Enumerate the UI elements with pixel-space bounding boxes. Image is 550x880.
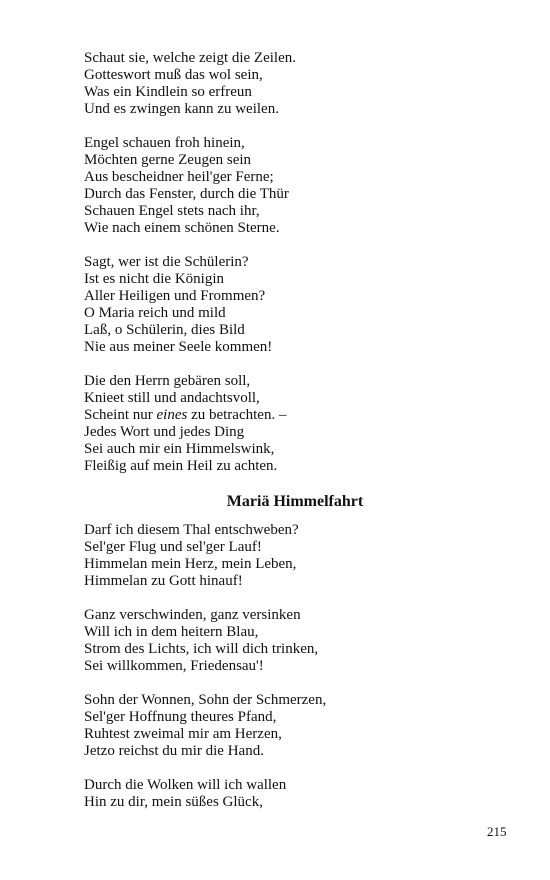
stanza [84,373,524,475]
stanza [84,50,524,118]
stanza [84,254,524,356]
verse-line: Sagt, wer ist die Schülerin? [84,254,249,270]
verse-line: Ganz verschwinden, ganz versinken [84,607,301,623]
verse-line: Durch die Wolken will ich wallen [84,777,287,793]
verse-line: Nie aus meiner Seele kommen! [84,339,273,355]
verse-text: Scheint nur [84,407,157,423]
verse-text: zu betrachten. – [187,407,287,423]
verse-line: Und es zwingen kann zu weilen. [84,101,279,117]
poem-title: Mariä Himmelfahrt [226,493,364,510]
stanza [84,777,524,811]
verse-line: Ruhtest zweimal mir am Herzen, [84,726,282,742]
verse-line: Aus bescheidner heil'ger Ferne; [84,169,274,185]
verse-line: Will ich in dem heitern Blau, [84,624,259,640]
verse-line: Himmelan mein Herz, mein Leben, [84,556,297,572]
page-text [84,50,524,828]
stanza [84,135,524,237]
verse-line [84,407,524,424]
verse-line: Sei auch mir ein Himmelswink, [84,441,275,457]
verse-line: Jetzo reichst du mir die Hand. [84,743,264,759]
verse-line: Sel'ger Hoffnung theures Pfand, [84,709,277,725]
verse-line: Was ein Kindlein so erfreun [84,84,252,100]
stanza [84,607,524,675]
verse-line: Ist es nicht die Königin [84,271,224,287]
verse-line: Himmelan zu Gott hinauf! [84,573,243,589]
verse-line: Laß, o Schülerin, dies Bild [84,322,245,338]
verse-line: Sohn der Wonnen, Sohn der Schmerzen, [84,692,327,708]
verse-line: Gotteswort muß das wol sein, [84,67,263,83]
verse-line: Möchten gerne Zeugen sein [84,152,252,168]
verse-line: Sei willkommen, Friedensau'! [84,658,264,674]
verse-line: Knieet still und andachtsvoll, [84,390,260,406]
verse-line: Darf ich diesem Thal entschweben? [84,522,299,538]
verse-line: Durch das Fenster, durch die Thür [84,186,289,202]
verse-line: Hin zu dir, mein süßes Glück, [84,794,263,810]
verse-line: Sel'ger Flug und sel'ger Lauf! [84,539,262,555]
verse-line: Schauen Engel stets nach ihr, [84,203,260,219]
stanza [84,522,524,590]
emphasized-word: eines [156,407,188,423]
verse-line: Strom des Lichts, ich will dich trinken, [84,641,319,657]
verse-line: Schaut sie, welche zeigt die Zeilen. [84,50,296,66]
verse-line: O Maria reich und mild [84,305,226,321]
verse-line: Aller Heiligen und Frommen? [84,288,266,304]
verse-line: Fleißig auf mein Heil zu achten. [84,458,278,474]
verse-line: Jedes Wort und jedes Ding [84,424,245,440]
stanza [84,692,524,760]
page-number: 215 [487,824,507,839]
verse-line: Wie nach einem schönen Sterne. [84,220,280,236]
verse-line: Engel schauen froh hinein, [84,135,245,151]
verse-line: Die den Herrn gebären soll, [84,373,251,389]
